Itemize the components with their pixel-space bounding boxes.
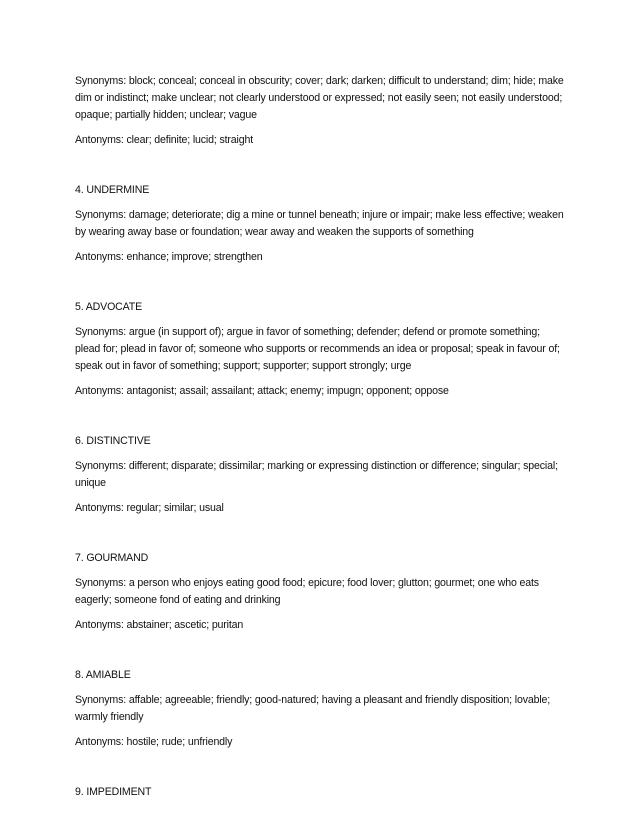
entry-heading: 6. DISTINCTIVE: [75, 435, 151, 447]
entry-heading: 7. GOURMAND: [75, 552, 149, 564]
antonyms-text: Antonyms: hostile; rude; unfriendly: [75, 736, 233, 748]
synonyms-text: Synonyms: argue (in support of); argue in favor of something; defender; defend or promote something; plead for; plead in favor of; someone who supports or recommends an idea or proposal; speak in favour of; speak out in favor of something; support; supporter; support strongly; urge: [75, 326, 560, 372]
entry-heading: 8. AMIABLE: [75, 669, 131, 681]
antonyms-text: Antonyms: clear; definite; lucid; straight: [75, 134, 253, 146]
synonyms-text: Synonyms: different; disparate; dissimilar; marking or expressing distinction or difference; singular; special; unique: [75, 460, 558, 489]
document-page: [75, 73, 565, 834]
entry-amiable: [75, 667, 565, 751]
antonyms-text: Antonyms: enhance; improve; strengthen: [75, 251, 263, 263]
entry-impediment: [75, 784, 565, 801]
synonyms-text: Synonyms: damage; deteriorate; dig a mine or tunnel beneath; injure or impair; make less effective; weaken by wearing away base or foundation; wear away and weaken the supports of something: [75, 209, 564, 238]
antonyms-text: Antonyms: antagonist; assail; assailant; attack; enemy; impugn; opponent; oppose: [75, 385, 449, 397]
entry-continued: [75, 73, 565, 149]
entry-distinctive: [75, 433, 565, 517]
antonyms-text: Antonyms: regular; similar; usual: [75, 502, 224, 514]
entry-gourmand: [75, 550, 565, 634]
entry-undermine: [75, 182, 565, 266]
synonyms-text: Synonyms: affable; agreeable; friendly; good-natured; having a pleasant and friendly disposition; lovable; warmly friendly: [75, 694, 551, 723]
synonyms-text: Synonyms: block; conceal; conceal in obscurity; cover; dark; darken; difficult to understand; dim; hide; make dim or indistinct; make unclear; not clearly understood or expressed; not easily seen; not easily understood; opaque; partially hidden; unclear; vague: [75, 75, 564, 121]
synonyms-text: Synonyms: a person who enjoys eating good food; epicure; food lover; glutton; gourmet; one who eats eagerly; someone fond of eating and drinking: [75, 577, 539, 606]
entry-heading: 9. IMPEDIMENT: [75, 786, 152, 798]
entry-heading: 4. UNDERMINE: [75, 184, 150, 196]
entry-heading: 5. ADVOCATE: [75, 301, 143, 313]
antonyms-text: Antonyms: abstainer; ascetic; puritan: [75, 619, 244, 631]
entry-advocate: [75, 299, 565, 400]
